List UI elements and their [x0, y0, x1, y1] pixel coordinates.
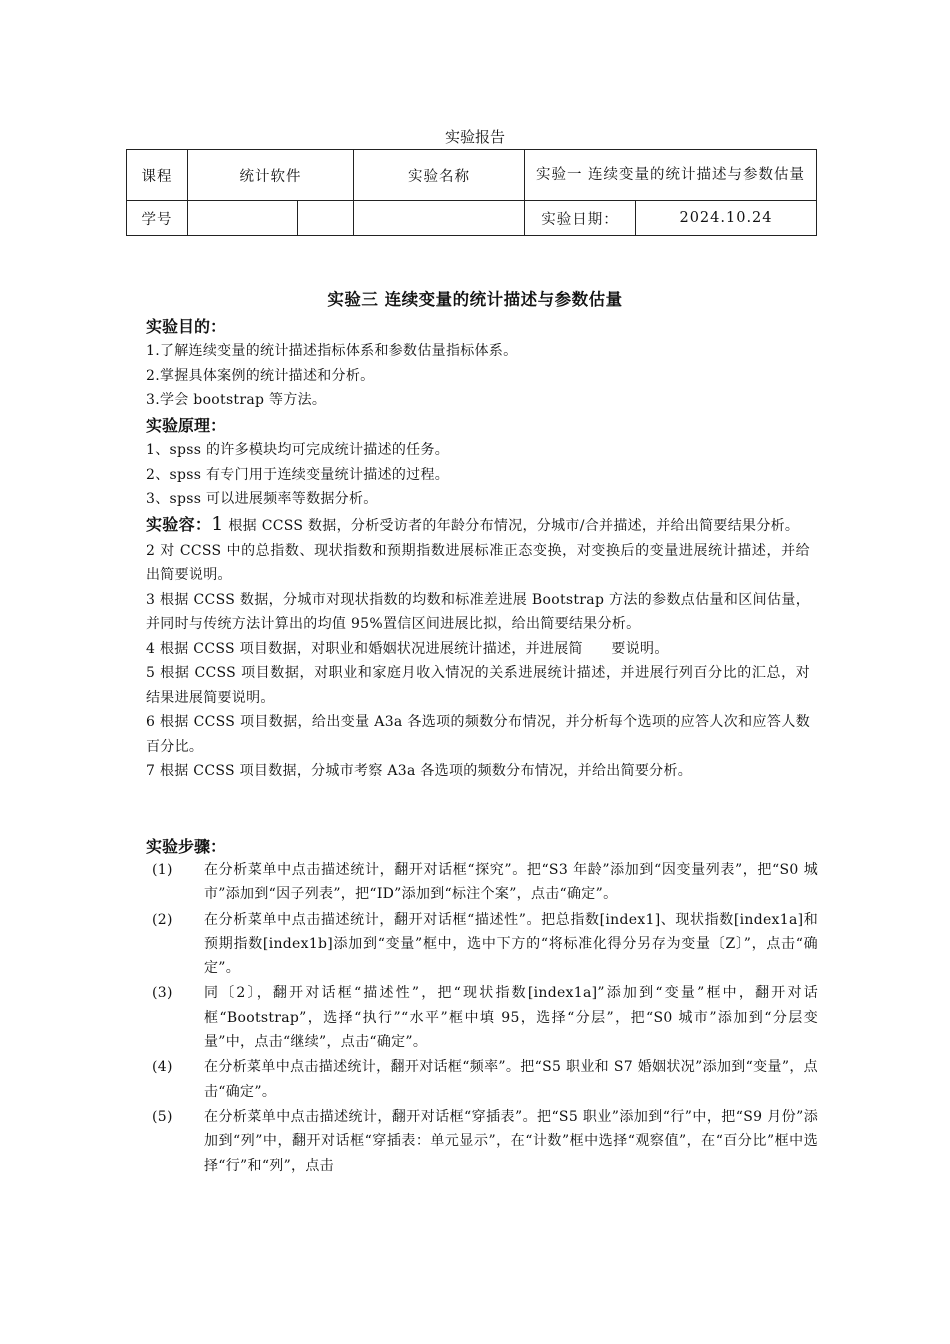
principle-heading: 实验原理：	[146, 416, 227, 435]
principle-item: 3、spss 可以进展频率等数据分析。	[146, 491, 378, 507]
content-item: 6 根据 CCSS 项目数据，给出变量 A3a 各选项的频数分布情况，并分析每个选项的应答人次和应答人数百分比。	[146, 714, 810, 755]
content-first-number: 1	[211, 513, 224, 535]
step-text: 在分析菜单中点击描述统计，翻开对话框“频率”。把“S5 职业和 S7 婚姻状况”添加到“变量”，点击“确定”。	[204, 1059, 818, 1100]
purpose-item: 3.学会 bootstrap 等方法。	[146, 392, 327, 408]
step-text: 同〔2〕，翻开对话框“描述性”，把“现状指数[index1a]”添加到“变量”框中，翻开对话框“Bootstrap”，选择“执行”“水平”框中填 95，选择“分层”，把“S0 城市”添加到“分层变量”中，点击“继续”，点击“确定”。	[204, 985, 818, 1051]
date-value: 2024.10.24	[636, 201, 817, 236]
course-label: 课程	[127, 150, 188, 201]
purpose-item: 2.掌握具体案例的统计描述和分析。	[146, 368, 375, 384]
report-title: 实验报告	[444, 128, 505, 146]
step-item	[146, 1055, 818, 1104]
principle-item: 1、spss 的许多模块均可完成统计描述的任务。	[146, 442, 450, 458]
content-item: 7 根据 CCSS 项目数据，分城市考察 A3a 各选项的频数分布情况，并给出简要分析。	[146, 763, 693, 779]
content-section	[146, 512, 810, 784]
purpose-item: 1.了解连续变量的统计描述指标体系和参数估量指标体系。	[146, 343, 518, 359]
step-text: 在分析菜单中点击描述统计，翻开对话框“探究”。把“S3 年龄”添加到“因变量列表”，把“S0 城市”添加到“因子列表”，把“ID”添加到“标注个案”，点击“确定”。	[204, 862, 818, 903]
steps-list	[146, 858, 818, 1179]
step-number: (3)	[152, 985, 173, 1002]
content-heading: 实验容：	[146, 515, 212, 534]
purpose-heading: 实验目的：	[146, 317, 227, 336]
date-label: 实验日期：	[525, 201, 636, 236]
step-text: 在分析菜单中点击描述统计，翻开对话框“穿插表”。把“S5 职业”添加到“行”中，把“S9 月份”添加到“列”中，翻开对话框“穿插表：单元显示”，在“计数”框中选择“观察值”，在“百分比”框中选择“行”和“列”，点击	[204, 1108, 818, 1174]
student-id-value	[188, 201, 298, 236]
step-text: 在分析菜单中点击描述统计，翻开对话框“描述性”。把总指数[index1]、现状指数[index1a]和预期指数[index1b]添加到“变量”框中，选中下方的“将标准化得分另存为变量〔Z〕”，点击“确定”。	[204, 911, 818, 977]
steps-heading: 实验步骤：	[146, 837, 227, 856]
main-title: 实验三 连续变量的统计描述与参数估量	[327, 290, 623, 309]
info-table	[126, 149, 817, 236]
step-number: (4)	[152, 1059, 173, 1076]
content-item	[146, 512, 810, 539]
experiment-name-label: 实验名称	[354, 150, 525, 201]
step-number: (2)	[152, 911, 173, 928]
step-item	[146, 1105, 818, 1178]
student-id-label: 学号	[127, 201, 188, 236]
course-value: 统计软件	[188, 150, 354, 201]
content-item: 5 根据 CCSS 项目数据，对职业和家庭月收入情况的关系进展统计描述，并进展行列百分比的汇总，对结果进展简要说明。	[146, 665, 810, 706]
experiment-name-value: 实验一 连续变量的统计描述与参数估量	[525, 150, 817, 201]
content-item: 4 根据 CCSS 项目数据，对职业和婚姻状况进展统计描述，并进展简 要说明。	[146, 640, 669, 657]
content-first-text: 根据 CCSS 数据，分析受访者的年龄分布情况，分城市/合并描述，并给出简要结果分析。	[223, 518, 800, 534]
principle-item: 2、spss 有专门用于连续变量统计描述的过程。	[146, 467, 450, 483]
blank-cell	[354, 201, 525, 236]
content-item: 2 对 CCSS 中的总指数、现状指数和预期指数进展标准正态变换，对变换后的变量进展统计描述，并给出简要说明。	[146, 542, 810, 583]
step-number: (1)	[152, 862, 173, 878]
step-item	[146, 981, 818, 1054]
step-number: (5)	[152, 1108, 173, 1125]
content-item: 3 根据 CCSS 数据，分城市对现状指数的均数和标准差进展 Bootstrap 方法的参数点估量和区间估量，并同时与传统方法计算出的均值 95%置信区间进展比拟，给出简要结果分析。	[146, 591, 810, 632]
blank-cell	[298, 201, 354, 236]
step-item	[146, 908, 818, 981]
step-item	[146, 858, 818, 907]
